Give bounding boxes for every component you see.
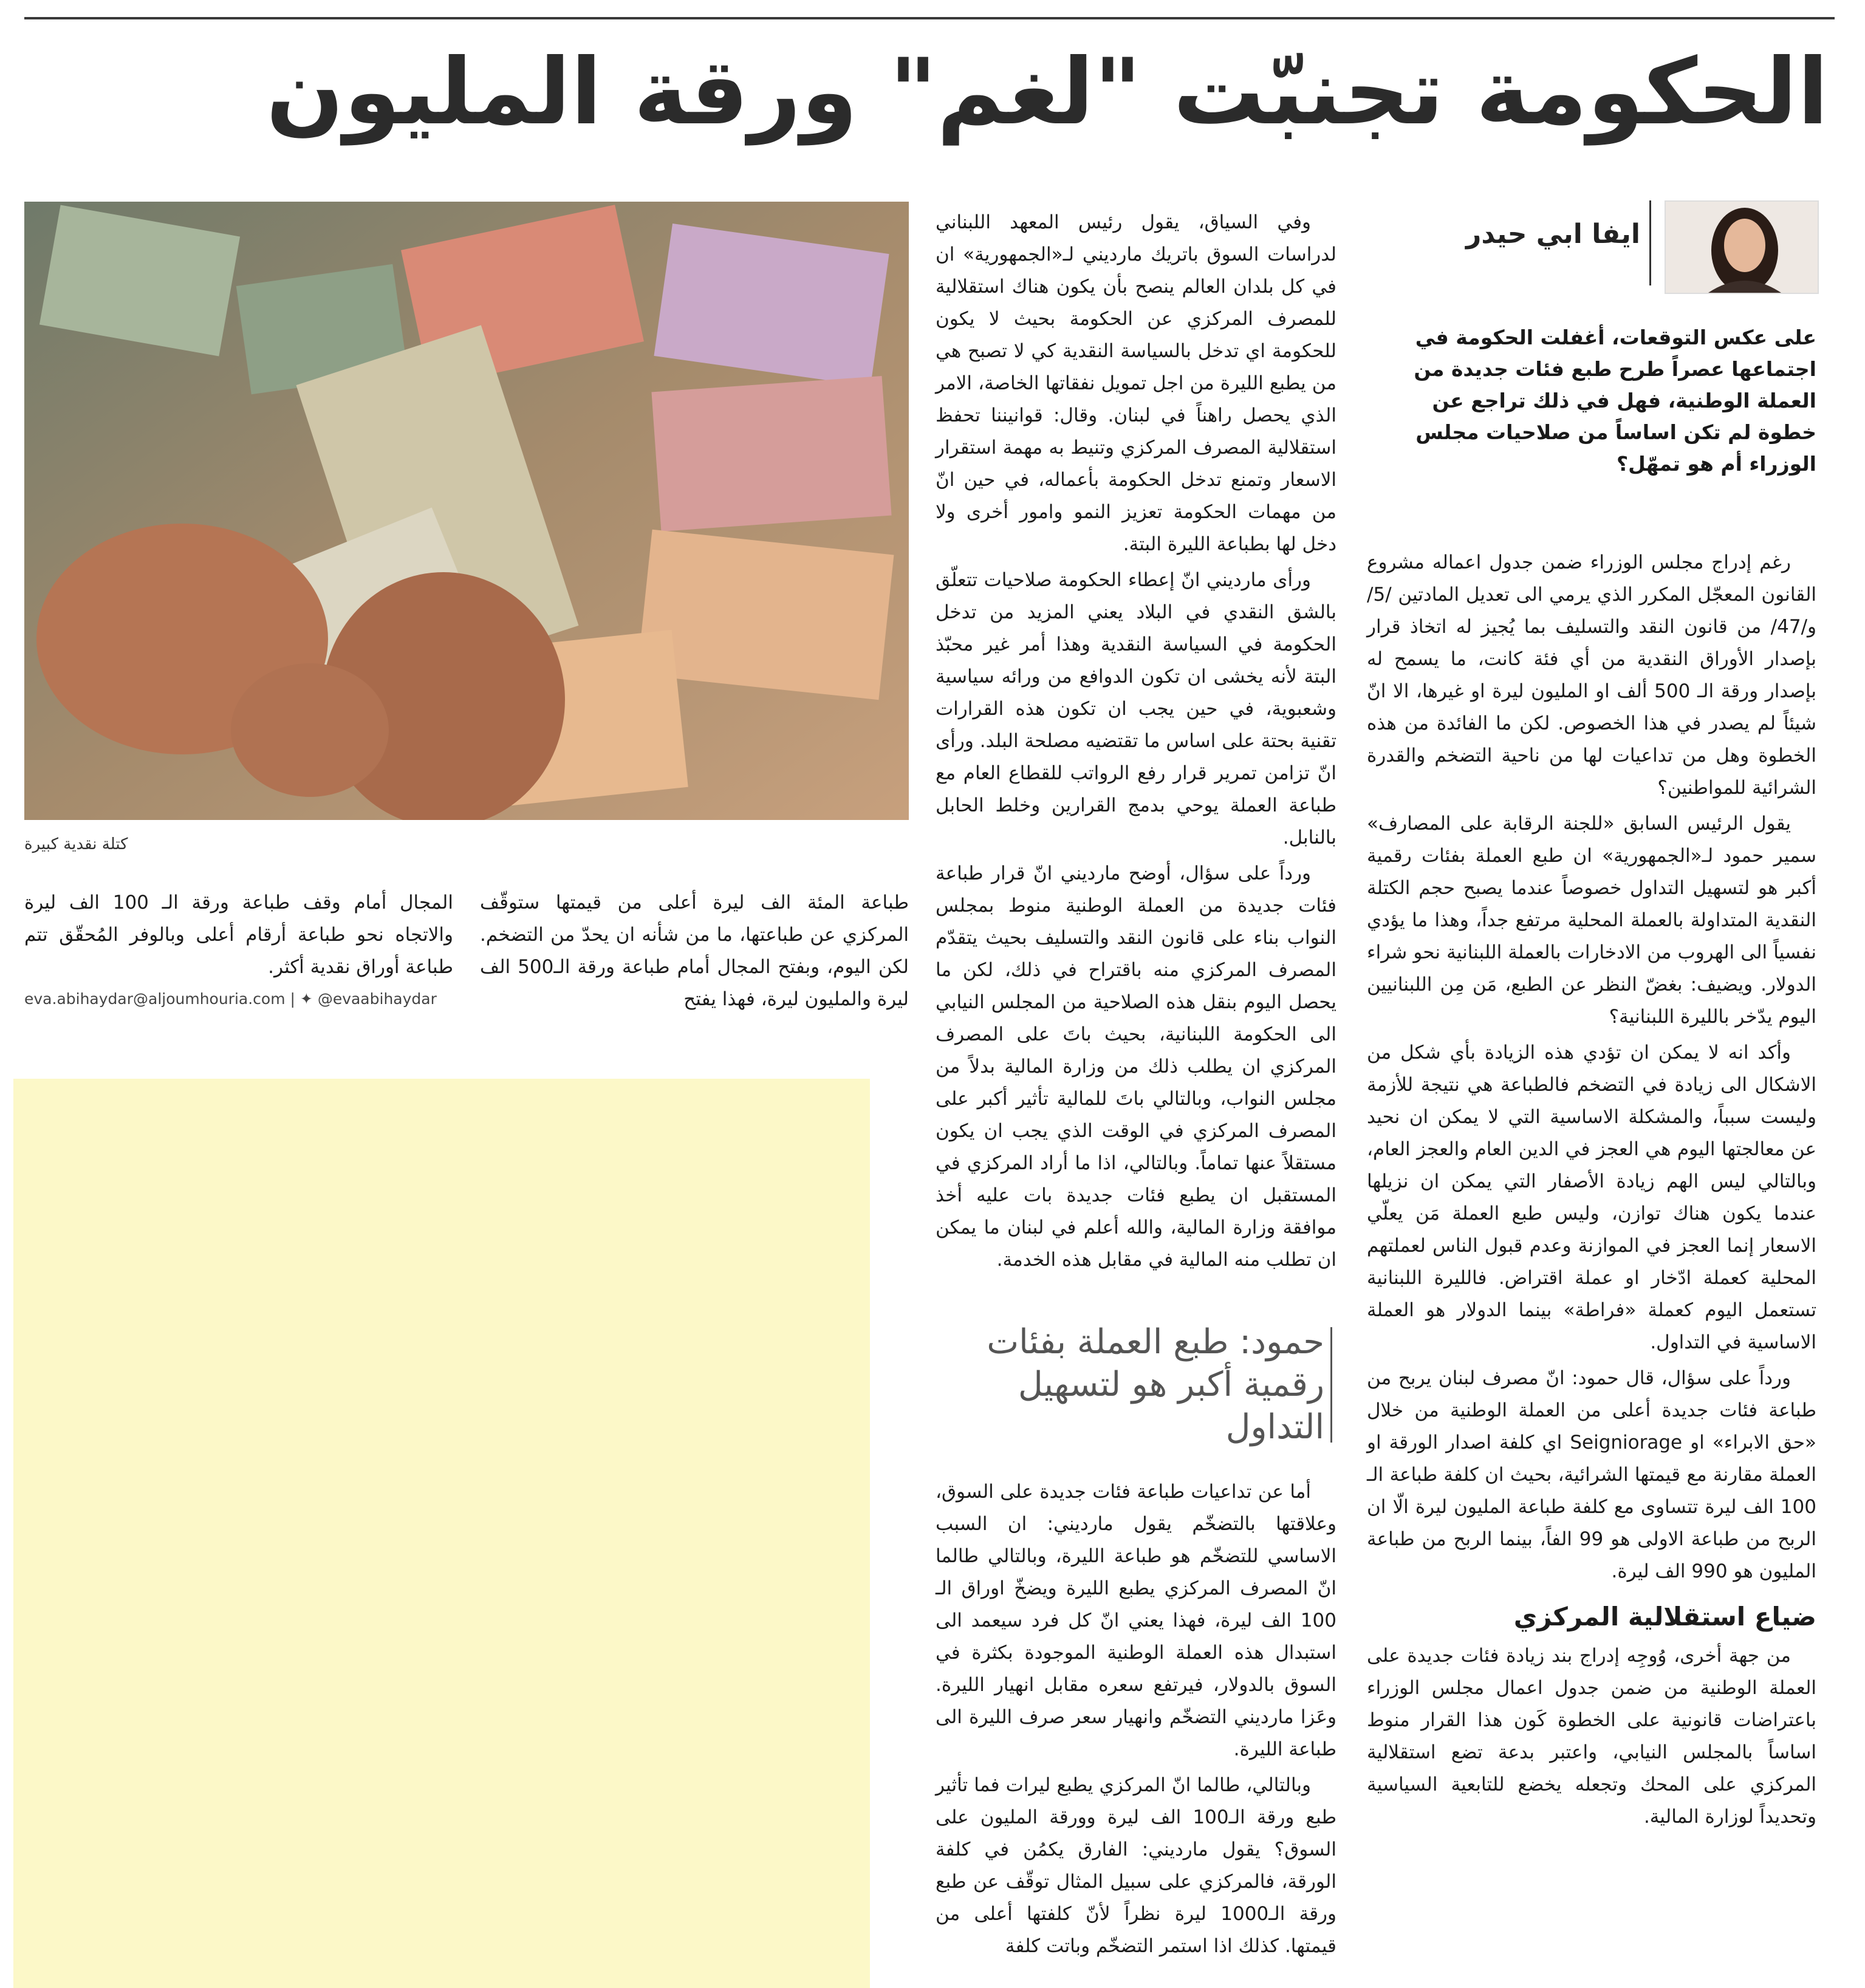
col4-paragraph: المجال أمام وقف طباعة ورقة الـ 100 الف ليرة والاتجاه نحو طباعة أرقام أعلى وبالوفر المُحقّق تتم طباعة أوراق نقدية أكثر. xyxy=(24,892,453,978)
col3-paragraph: طباعة المئة الف ليرة أعلى من قيمتها ستوقّف المركزي عن طباعتها، ما من شأنه ان يحدّ من التضخم. لكن اليوم، وبفتح المجال أمام طباعة ورقة الـ500 الف ليرة والمليون ليرة، فهذا يفتح xyxy=(480,892,909,1010)
col1-paragraph-5: من جهة أخرى، وُوجِه إدراج بند زيادة فئات جديدة على العملة الوطنية من ضمن جدول اعمال مجلس الوزراء باعتراضات قانونية على الخطوة كَون هذا القرار منوط اساساً بالمجلس النيابي، واعتبر بدعة تضع استقلالية المركزي على المحك وتجعله يخضع للتابعية السياسية وتحديداً لوزارة المالية. xyxy=(1367,1645,1816,1828)
article-photo xyxy=(24,202,909,820)
col2-paragraph-2: ورأى مارديني انّ إعطاء الحكومة صلاحيات تتعلّق بالشق النقدي في البلاد يعني المزيد من تدخل الحكومة في السياسة النقدية وهذا أمر غير محبّذ البتة لأنه يخشى ان تكون الدوافع من ورائه سياسية وشعبوية، في حين يجب ان تكون هذه القرارات تقنية بحتة على اساس ما تقتضيه مصلحة البلد. ورأى انّ تزامن تمرير قرار رفع الرواتب للقطاع العام مع طباعة العملة يوحي بدمج القرارين وخلط الحابل بالنابل. xyxy=(936,569,1336,849)
col2-paragraph-4: أما عن تداعيات طباعة فئات جديدة على السوق، وعلاقتها بالتضخّم يقول مارديني: ان السبب الاساسي للتضخّم هو طباعة الليرة، وبالتالي طالما انّ المصرف المركزي يطبع الليرة ويضخّ اوراق الـ 100 الف ليرة، فهذا يعني انّ كل فرد سيعمد الى استبدال هذه العملة الوطنية الموجودة بكثرة في السوق بالدولار، فيرتفع سعره مقابل انهيار الليرة. وعَزا مارديني التضخّم وانهيار سعر صرف الليرة الى طباعة الليرة. xyxy=(936,1481,1336,1760)
col2-paragraph-5: وبالتالي، طالما انّ المركزي يطبع ليرات فما تأثير طبع ورقة الـ100 الف ليرة وورقة المليون على السوق؟ يقول مارديني: الفارق يكمُن في كلفة الورقة، فالمركزي على سبيل المثال توقّف عن طبع ورقة الـ1000 ليرة نظراً لأنّ كلفتها أعلى من قيمتها. كذلك اذا استمر التضخّم وباتت كلفة xyxy=(936,1774,1336,1957)
money-photo-icon xyxy=(24,202,909,820)
col2-paragraph-3: ورداً على سؤال، أوضح مارديني انّ قرار طباعة فئات جديدة من العملة الوطنية منوط بمجلس النواب بناء على قانون النقد والتسليف بحيث يتقدّم المصرف المركزي منه باقتراح في ذلك، لكن ما يحصل اليوم بنقل هذه الصلاحية من المجلس النيابي الى الحكومة اللبنانية، بحيث باتَ على المصرف المركزي ان يطلب ذلك من وزارة المالية بدلاً من مجلس النواب، وبالتالي باتَ للمالية تأثير أكبر على المصرف المركزي في الوقت الذي يجب ان يكون مستقلاً عنها تماماً. وبالتالي، اذا ما أراد المركزي في المستقبل ان يطبع فئات جديدة بات عليه أخذ موافقة وزارة المالية، والله أعلم في لبنان ما يمكن ان تطلب منه المالية في مقابل هذه الخدمة. xyxy=(936,862,1336,1271)
col1-paragraph-4: ورداً على سؤال، قال حمود: انّ مصرف لبنان يربح من طباعة فئات جديدة أعلى من العملة الوطنية من خلال «حق الابراء» او Seigniorage اي كلفة اصدار الورقة او العملة مقارنة مع قيمتها الشرائية، بحيث ان كلفة طباعة الـ 100 الف ليرة تتساوى مع كلفة طباعة المليون ليرة الّا ان الربح من طباعة الاولى هو 99 الفاً، بينما الربح من طباعة المليون هو 990 الف ليرة. xyxy=(1367,1367,1816,1582)
author-twitter[interactable]: @evaabihaydar xyxy=(317,990,437,1008)
author-photo xyxy=(1665,200,1819,294)
article-column-4 xyxy=(24,887,453,984)
twitter-icon: ✦ xyxy=(299,990,313,1008)
yellow-box xyxy=(13,1079,870,1988)
article-column-2-bottom xyxy=(936,1476,1336,1980)
article-column-2-top xyxy=(936,207,1336,1312)
col1-paragraph-2: يقول الرئيس السابق «للجنة الرقابة على المصارف» سمير حمود لـ«الجمهورية» ان طبع العملة بفئات رقمية أكبر هو لتسهيل التداول خصوصاً عندما يصبح حجم الكتلة النقدية المتداولة بالعملة المحلية مرتفع جداً، وهذا ما يؤدي نفسياً الى الهروب من الادخارات بالعملة اللبنانية نحو شراء الدولار. ويضيف: بغضّ النظر عن الطبع، مَن مِن اللبنانيين اليوم يدّخر بالليرة اللبنانية؟ xyxy=(1367,813,1816,1028)
col1-paragraph-3: وأكد انه لا يمكن ان تؤدي هذه الزيادة بأي شكل من الاشكال الى زيادة في التضخم فالطباعة هي نتيجة للأزمة وليست سبباً، والمشكلة الاساسية التي لا يمكن ان نحيد عن معالجتها اليوم هي العجز في الدين العام والعجز العام، وبالتالي ليس الهم زيادة الأصفار التي يمكن ان نزيلها عندما يكون هناك توازن، وليس طبع العملة مَن يعلّي الاسعار إنما العجز في الموازنة وعدم قبول الناس لعملتهم المحلية كعملة ادّخار او عملة اقتراض. فالليرة اللبنانية تستعمل اليوم كعملة «فراطة» بينما الدولار هو العملة الاساسية في التداول. xyxy=(1367,1042,1816,1353)
author-name: ايفا ابي حيدر xyxy=(1466,219,1640,250)
photo-caption: كتلة نقدية كبيرة xyxy=(24,835,128,853)
page-headline: الحكومة تجنبّت "لغم" ورقة المليون xyxy=(265,39,1829,145)
pullquote: حمود: طبع العملة بفئات رقمية أكبر هو لتسهيل التداول xyxy=(987,1322,1324,1447)
top-rule xyxy=(24,17,1835,19)
lede: على عكس التوقعات، أغفلت الحكومة في اجتماعها عصراً طرح طبع فئات جديدة من العملة الوطنية، فهل في ذلك تراجع عن خطوة لم تكن اساساً من صلاحيات مجلس الوزراء أم هو تمهّل؟ xyxy=(1414,326,1816,476)
col2-paragraph-1: وفي السياق، يقول رئيس المعهد اللبناني لدراسات السوق باتريك مارديني لـ«الجمهورية» ان في كل بلدان العالم ينصح بأن يكون هناك استقلالية للمصرف المركزي عن الحكومة بحيث لا يكون للحكومة اي تدخل بالسياسة النقدية كي لا تصبح هي من يطبع الليرة من اجل تمويل نفقاتها الخاصة، الامر الذي يحصل راهناً في لبنان. وقال: قوانيننا تحفظ استقلالية المصرف المركزي وتنيط به مهمة استقرار الاسعار وتمنع تدخل الحكومة بأعماله، في حين انّ من مهمات الحكومة تعزيز النمو وامور أخرى ولا دخل لها بطباعة الليرة البتة. xyxy=(936,211,1336,555)
author-portrait-icon xyxy=(1666,202,1818,293)
contact-separator: | xyxy=(290,990,300,1008)
author-contact xyxy=(24,990,909,1014)
article-column-1 xyxy=(1367,547,1816,1980)
col1-paragraph-1: رغم إدراج مجلس الوزراء ضمن جدول اعماله مشروع القانون المعجّل المكرر الذي يرمي الى تعديل المادتين /5/ و/47/ من قانون النقد والتسليف بما يُجيز له اتخاذ قرار بإصدار الأوراق النقدية من أي فئة كانت، ما يسمح له بإصدار ورقة الـ 500 ألف او المليون ليرة او غيرها، الا انّ شيئاً لم يصدر في هذا الخصوص. لكن ما الفائدة من هذه الخطوة وهل من تداعيات لها من ناحية التضخم والقدرة الشرائية للمواطنين؟ xyxy=(1367,552,1816,799)
col1-subhead: ضياع استقلالية المركزي xyxy=(1513,1602,1816,1631)
author-divider xyxy=(1649,200,1651,285)
author-email[interactable]: eva.abihaydar@aljoumhouria.com xyxy=(24,990,286,1008)
pullquote-bar xyxy=(1330,1327,1332,1443)
